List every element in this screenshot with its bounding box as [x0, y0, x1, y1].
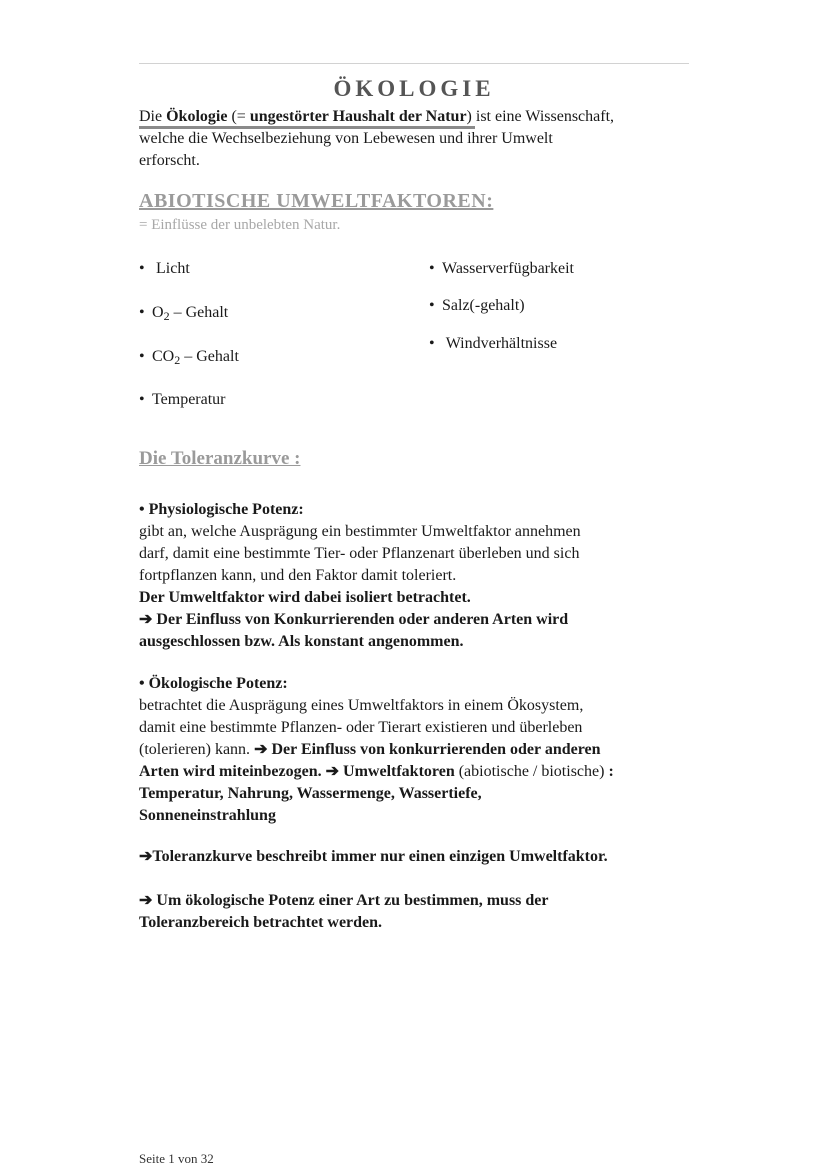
physiological-line: Der Umweltfaktor wird dabei isoliert betrachtet. — [139, 589, 471, 606]
ecological-text: (tolerieren) kann. — [139, 741, 255, 758]
intro-paren-close: ) — [466, 108, 472, 125]
list-item-label: Windverhältnisse — [445, 335, 558, 352]
list-item-label: Licht — [156, 260, 190, 277]
ecological-line — [139, 761, 699, 783]
physiological-section — [139, 499, 699, 653]
intro-line-3: erforscht. — [139, 152, 200, 169]
physiological-line: gibt an, welche Ausprägung ein bestimmter Umweltfaktor annehmen — [139, 523, 581, 540]
page-title: ÖKOLOGIE — [333, 76, 495, 101]
o2-subscript: 2 — [163, 309, 170, 323]
ecological-text-bold: ➔ Der Einfluss von konkurrierenden oder anderen — [254, 741, 601, 758]
page-footer: Seite 1 von 32 — [139, 1151, 214, 1166]
physiological-line: ausgeschlossen bzw. Als konstant angenommen. — [139, 633, 464, 650]
tolerance-heading: Die Toleranzkurve : — [139, 448, 301, 469]
intro-definition: ungestörter Haushalt der Natur — [249, 108, 467, 125]
list-item — [429, 333, 557, 355]
list-item-label: Temperatur — [152, 391, 226, 408]
note-line: Toleranzbereich betrachtet werden. — [139, 914, 383, 931]
bullet-icon: • — [139, 260, 145, 277]
intro-paragraph — [139, 106, 699, 172]
o2-letter: O — [152, 304, 164, 321]
physiological-line: fortpflanzen kann, und den Faktor damit toleriert. — [139, 567, 457, 584]
co2-subscript: 2 — [174, 353, 181, 367]
ecological-line: damit eine bestimmte Pflanzen- oder Tierart existieren und überleben — [139, 719, 583, 736]
list-item — [429, 258, 574, 280]
ecological-title: • Ökologische Potenz: — [139, 675, 288, 692]
abiotic-subtitle: = Einflüsse der unbelebten Natur. — [139, 217, 341, 233]
list-item — [139, 389, 226, 411]
physiological-line: ➔ Der Einfluss von Konkurrierenden oder anderen Arten wird — [139, 611, 569, 628]
bullet-icon: • — [429, 260, 435, 277]
ecological-text-bold: : — [604, 763, 614, 780]
list-item — [429, 295, 525, 317]
ecological-line: Sonneneinstrahlung — [139, 807, 276, 824]
physiological-line: darf, damit eine bestimmte Tier- oder Pflanzenart überleben und sich — [139, 545, 580, 562]
physiological-title: • Physiologische Potenz: — [139, 501, 304, 518]
list-item — [139, 258, 190, 280]
intro-line-1 — [139, 106, 472, 128]
ecological-line — [139, 739, 699, 761]
note-tolerance-range — [139, 890, 699, 934]
intro-prefix: Die — [139, 108, 167, 125]
bullet-icon: • — [429, 335, 435, 352]
intro-term: Ökologie — [166, 108, 228, 125]
bullet-icon: • — [139, 304, 145, 321]
intro-paren-open: (= — [227, 108, 250, 125]
list-item-label: Wasserverfügbarkeit — [442, 260, 574, 277]
list-item — [139, 346, 239, 368]
o2-rest: – Gehalt — [169, 304, 229, 321]
bullet-icon: • — [139, 348, 145, 365]
bullet-icon: • — [139, 391, 145, 408]
list-item — [139, 302, 228, 324]
intro-line-2: welche die Wechselbeziehung von Lebewesen und ihrer Umwelt — [139, 130, 553, 147]
abiotic-heading: ABIOTISCHE UMWELTFAKTOREN: — [139, 190, 494, 212]
ecological-section — [139, 673, 699, 827]
intro-after: ist eine Wissenschaft, — [471, 108, 615, 125]
ecological-text-bold: Arten wird miteinbezogen. ➔ Umweltfaktoren — [139, 763, 459, 780]
ecological-text: (abiotische / biotische) — [458, 763, 605, 780]
note-single-factor: ➔Toleranzkurve beschreibt immer nur einen einzigen Umweltfaktor. — [139, 848, 608, 865]
intro-underline — [139, 126, 475, 129]
ecological-line: betrachtet die Ausprägung eines Umweltfaktors in einem Ökosystem, — [139, 697, 584, 714]
list-item-label: Salz(-gehalt) — [442, 297, 525, 314]
co2-rest: – Gehalt — [180, 348, 239, 365]
co2-letters: CO — [152, 348, 175, 365]
top-divider — [139, 63, 689, 64]
ecological-line: Temperatur, Nahrung, Wassermenge, Wassertiefe, — [139, 785, 482, 802]
bullet-icon: • — [429, 297, 435, 314]
note-line: ➔ Um ökologische Potenz einer Art zu bestimmen, muss der — [139, 892, 549, 909]
